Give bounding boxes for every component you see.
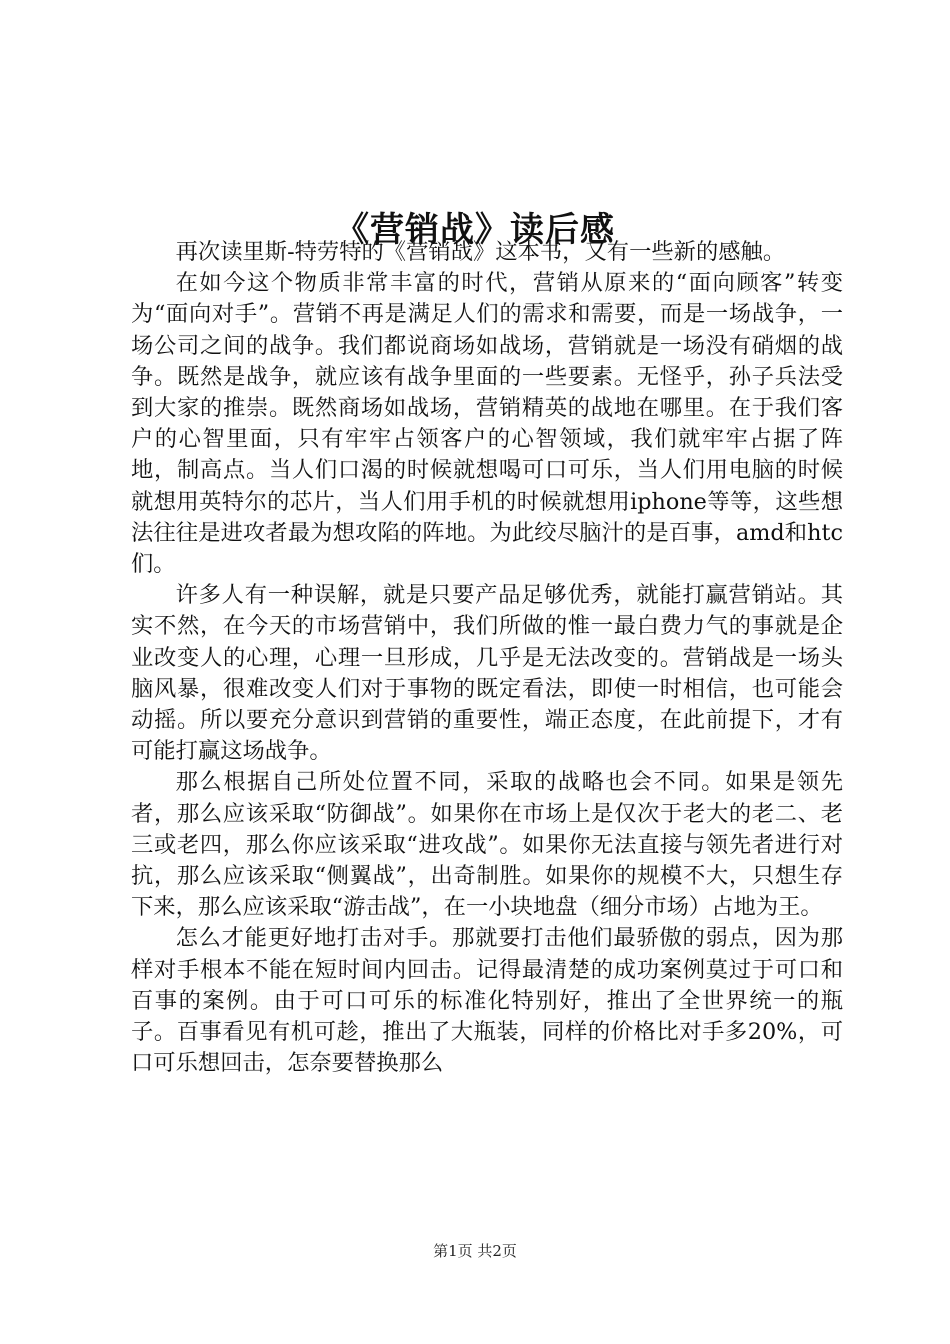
document-title: 《营销战》读后感 <box>335 209 615 250</box>
paragraph: 许多人有一种误解，就是只要产品足够优秀，就能打赢营销站。其实不然，在今天的市场营销中，我们所做的惟一最白费力气的事就是企业改变人的心理，心理一旦形成，几乎是无法改变的。营销战是一场头脑风暴，很难改变人们对于事物的既定看法，即使一时相信，也可能会动摇。所以要充分意识到营销的重要性，端正态度，在此前提下，才有可能打赢这场战争。 <box>131 582 843 765</box>
page-number-footer: 第1页 共2页 <box>433 1242 517 1260</box>
paragraph: 再次读里斯-特劳特的《营销战》这本书，又有一些新的感触。 <box>175 239 786 265</box>
paragraph: 那么根据自己所处位置不同，采取的战略也会不同。如果是领先者，那么应该采取“防御战”。如果你在市场上是仅次于老大的老二、老三或老四，那么你应该采取“进攻战”。如果你无法直接与领先者进行对抗，那么应该采取“侧翼战”，出奇制胜。如果你的规模不大，只想生存下来，那么应该采取“游击战”，在一小块地盘（细分市场）占地为王。 <box>131 769 843 921</box>
paragraph: 在如今这个物质非常丰富的时代，营销从原来的“面向顾客”转变为“面向对手”。营销不再是满足人们的需求和需要，而是一场战争，一场公司之间的战争。我们都说商场如战场，营销就是一场没有硝烟的战争。既然是战争，就应该有战争里面的一些要素。无怪乎，孙子兵法受到大家的推崇。既然商场如战场，营销精英的战地在哪里。在于我们客户的心智里面，只有牢牢占领客户的心智领域，我们就牢牢占据了阵地，制高点。当人们口渴的时候就想喝可口可乐，当人们用电脑的时候就想用英特尔的芯片，当人们用手机的时候就想用iphone等等，这些想法往往是进攻者最为想攻陷的阵地。为此绞尽脑汁的是百事，amd和htc们。 <box>131 270 843 578</box>
paragraph: 怎么才能更好地打击对手。那就要打击他们最骄傲的弱点，因为那样对手根本不能在短时间内回击。记得最清楚的成功案例莫过于可口和百事的案例。由于可口可乐的标准化特别好，推出了全世界统一的瓶子。百事看见有机可趁，推出了大瓶装，同样的价格比对手多20%，可口可乐想回击，怎奈要替换那么 <box>131 925 843 1077</box>
document-body <box>131 237 843 1079</box>
